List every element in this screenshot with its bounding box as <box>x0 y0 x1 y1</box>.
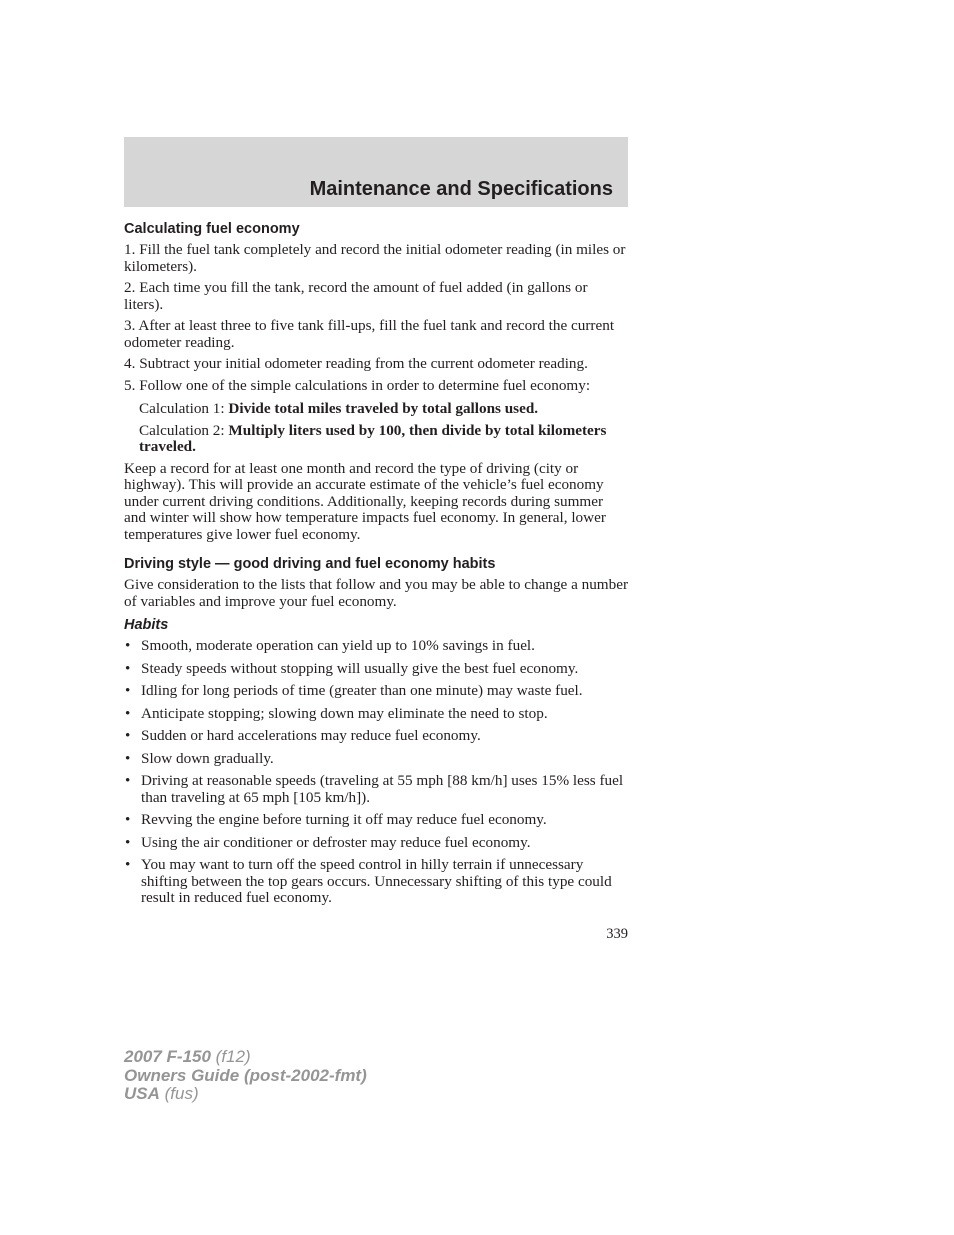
driving-style-intro: Give consideration to the lists that follow and you may be able to change a number of variables and improve your fuel economy. <box>124 576 629 610</box>
list-item: • Steady speeds without stopping will usually give the best fuel economy. <box>124 661 628 678</box>
list-item: • Using the air conditioner or defroster may reduce fuel economy. <box>124 835 628 852</box>
calculation-2-text: Multiply liters used by 100, then divide by total kilometers traveled. <box>139 421 607 455</box>
list-item: • Revving the engine before turning it off may reduce fuel economy. <box>124 812 628 829</box>
section-title: Maintenance and Specifications <box>309 178 613 200</box>
page-number: 339 <box>606 926 628 942</box>
footer-line-model <box>124 1048 367 1067</box>
footer-model-code: (f12) <box>210 1047 251 1066</box>
step-3: 3. After at least three to five tank fill-ups, fill the fuel tank and record the current odometer reading. <box>124 317 615 351</box>
heading-calculating-fuel-economy: Calculating fuel economy <box>124 221 300 237</box>
footer-guide: Owners Guide (post-2002-fmt) <box>124 1065 367 1085</box>
step-5: 5. Follow one of the simple calculations in order to determine fuel economy: <box>124 376 591 394</box>
footer-line-guide <box>124 1067 367 1086</box>
calculation-2-label: Calculation 2: <box>139 421 229 439</box>
habits-list <box>124 638 628 907</box>
heading-driving-style: Driving style — good driving and fuel economy habits <box>124 556 496 572</box>
list-item: • Driving at reasonable speeds (traveling at 55 mph [88 km/h] uses 15% less fuel than traveling at 65 mph [105 km/h]). <box>124 773 628 806</box>
footer-line-market <box>124 1085 367 1104</box>
footer-model: 2007 F-150 <box>124 1047 211 1066</box>
heading-habits: Habits <box>124 617 169 633</box>
list-item: • Anticipate stopping; slowing down may eliminate the need to stop. <box>124 706 628 723</box>
step-2: 2. Each time you fill the tank, record the amount of fuel added (in gallons or liters). <box>124 279 588 313</box>
list-item: • Idling for long periods of time (greater than one minute) may waste fuel. <box>124 683 628 700</box>
step-4: 4. Subtract your initial odometer reading from the current odometer reading. <box>124 355 588 372</box>
list-item: • Sudden or hard accelerations may reduce fuel economy. <box>124 728 628 745</box>
step-1: 1. Fill the fuel tank completely and record the initial odometer reading (in miles or kilometers). <box>124 241 626 275</box>
list-item: • Slow down gradually. <box>124 751 628 768</box>
list-item: • Smooth, moderate operation can yield up to 10% savings in fuel. <box>124 638 628 655</box>
list-item: • You may want to turn off the speed control in hilly terrain if unnecessary shifting between the top gears occurs. Unnecessary shifting of this type could result in reduced fuel economy. <box>124 857 628 907</box>
page-content <box>124 220 628 913</box>
calculation-1-label: Calculation 1: <box>139 400 229 417</box>
calculation-2 <box>124 423 628 456</box>
footer-market-code: (fus) <box>159 1084 199 1103</box>
footer-market: USA <box>124 1084 160 1103</box>
calculation-1 <box>124 401 628 418</box>
document-footer <box>124 1048 367 1104</box>
calculation-1-text: Divide total miles traveled by total gallons used. <box>228 400 539 417</box>
record-paragraph: Keep a record for at least one month and record the type of driving (city or highway). This will provide an accurate estimate of the vehicle’s fuel economy under current driving conditions. Additionally, keeping records during summer and winter will show how temperature impacts fuel economy. In general, lower temperatures give lower fuel economy. <box>124 459 606 543</box>
section-header-band <box>124 137 628 207</box>
